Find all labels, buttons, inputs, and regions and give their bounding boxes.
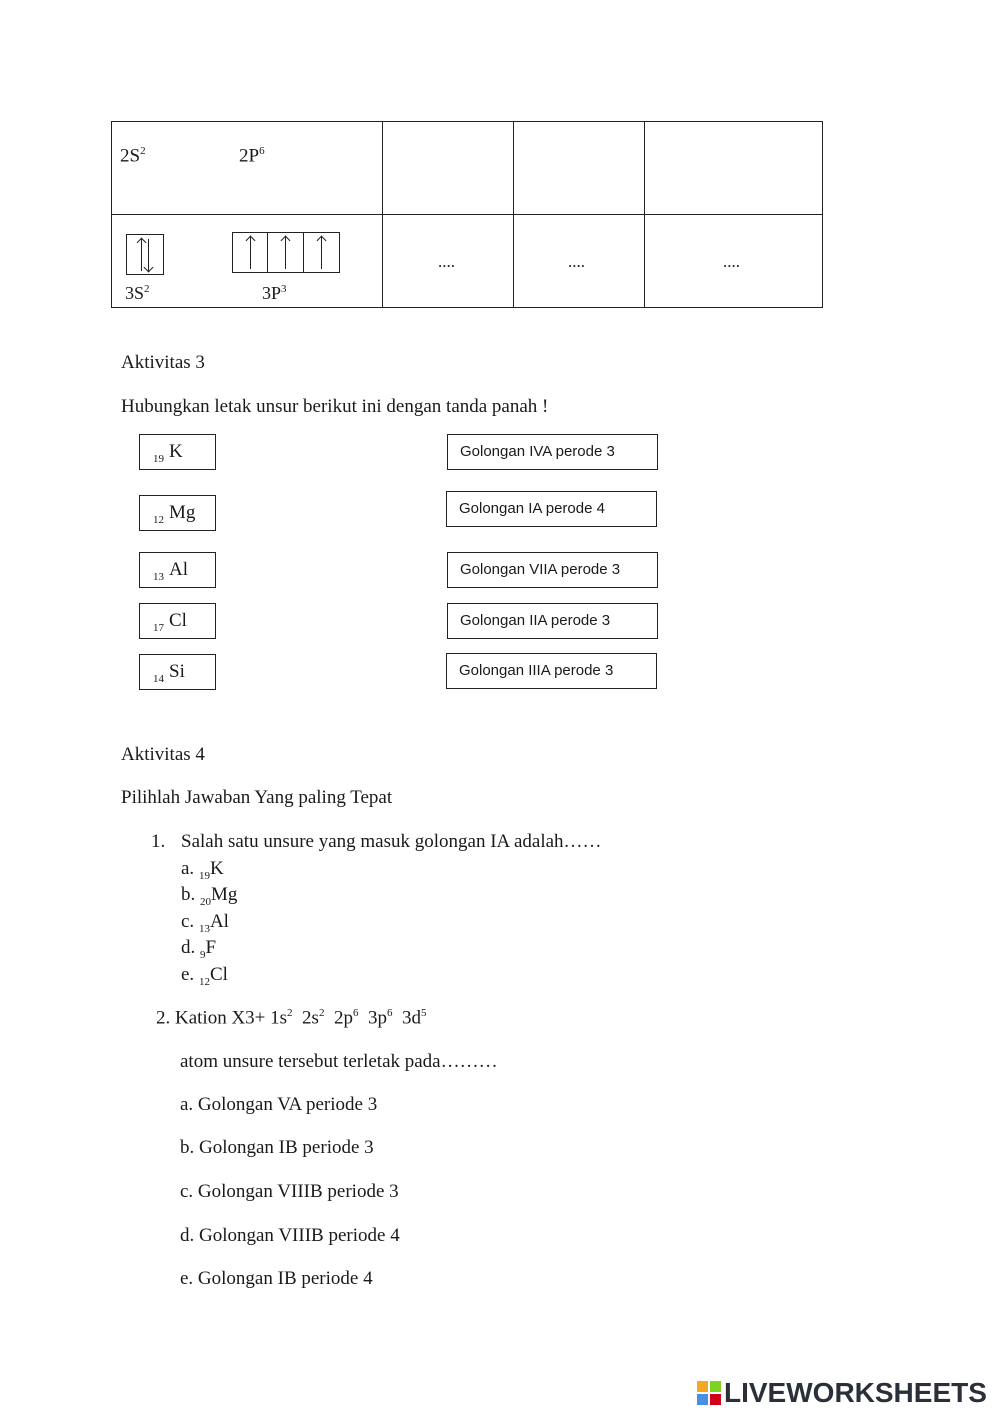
- q2-option-d[interactable]: d. Golongan VIIIB periode 4: [180, 1225, 400, 1246]
- instruction-aktivitas-3: Hubungkan letak unsur berikut ini dengan tanda panah !: [121, 396, 549, 417]
- logo-square: [697, 1381, 708, 1392]
- question-2-text: 2. Kation $X3+ 1s^2$ $2s^2$ $2p^6$ $3p^6$ $3d^5$: [156, 1007, 427, 1029]
- q1-option-a[interactable]: a. $_{19}$K: [181, 858, 224, 882]
- q1-option-e[interactable]: e. $_{12}$Cl: [181, 964, 228, 988]
- answer-blank[interactable]: ....: [723, 252, 740, 271]
- group-box[interactable]: Golongan IIA perode 3: [447, 603, 658, 639]
- orbital-label-2p: $2P^6$: [239, 145, 265, 167]
- element-box-si[interactable]: $_{14}$ Si: [139, 654, 216, 690]
- orbital-box-3p-1: [232, 232, 268, 273]
- orbital-table: [111, 121, 823, 308]
- q1-option-d[interactable]: d. $_9$F: [181, 937, 217, 961]
- section-title-aktivitas-3: Aktivitas 3: [121, 352, 205, 373]
- question-2-stem: atom unsure tersebut terletak pada………: [180, 1051, 498, 1072]
- group-box[interactable]: Golongan IA perode 4: [446, 491, 657, 527]
- spin-up-arrow-icon: [321, 237, 322, 269]
- orbital-box-3s: [126, 234, 164, 275]
- liveworksheets-logo[interactable]: [697, 1375, 987, 1411]
- answer-blank[interactable]: ....: [438, 252, 455, 271]
- group-box[interactable]: Golongan VIIA perode 3: [447, 552, 658, 588]
- element-box-al[interactable]: $_{13}$ Al: [139, 552, 216, 588]
- element-box-mg[interactable]: $_{12}$ Mg: [139, 495, 216, 531]
- q1-option-b[interactable]: b. $_{20}$Mg: [181, 884, 238, 908]
- logo-square: [710, 1381, 721, 1392]
- spin-up-arrow-icon: [141, 239, 142, 271]
- q1-option-c[interactable]: c. $_{13}$Al: [181, 911, 229, 935]
- q2-option-e[interactable]: e. Golongan IB periode 4: [180, 1268, 373, 1289]
- orbital-label-2s: $2S^2$: [120, 145, 146, 167]
- q2-option-b[interactable]: b. Golongan IB periode 3: [180, 1137, 374, 1158]
- group-box[interactable]: Golongan IVA perode 3: [447, 434, 658, 470]
- answer-blank[interactable]: ....: [568, 252, 585, 271]
- spin-up-arrow-icon: [285, 237, 286, 269]
- group-box[interactable]: Golongan IIIA perode 3: [446, 653, 657, 689]
- element-box-k[interactable]: $_{19}$ K: [139, 434, 216, 470]
- logo-text: LIVEWORKSHEETS: [724, 1377, 987, 1408]
- question-1-text: Salah satu unsure yang masuk golongan IA adalah……: [181, 831, 602, 852]
- logo-square: [710, 1394, 721, 1405]
- section-title-aktivitas-4: Aktivitas 4: [121, 744, 205, 765]
- spin-down-arrow-icon: [148, 239, 149, 271]
- orbital-label-3p: $3P^3$: [262, 283, 287, 303]
- orbital-box-3p-2: [267, 232, 304, 273]
- q2-option-a[interactable]: a. Golongan VA periode 3: [180, 1094, 378, 1115]
- logo-mark-icon: [697, 1381, 721, 1405]
- q2-option-c[interactable]: c. Golongan VIIIB periode 3: [180, 1181, 399, 1202]
- spin-up-arrow-icon: [250, 237, 251, 269]
- table-divider: [112, 214, 822, 215]
- question-1-number: 1.: [151, 831, 166, 852]
- logo-square: [697, 1394, 708, 1405]
- element-box-cl[interactable]: $_{17}$ Cl: [139, 603, 216, 639]
- instruction-aktivitas-4: Pilihlah Jawaban Yang paling Tepat: [121, 787, 393, 808]
- orbital-box-3p-3: [303, 232, 340, 273]
- orbital-label-3s: $3S^2$: [125, 283, 150, 303]
